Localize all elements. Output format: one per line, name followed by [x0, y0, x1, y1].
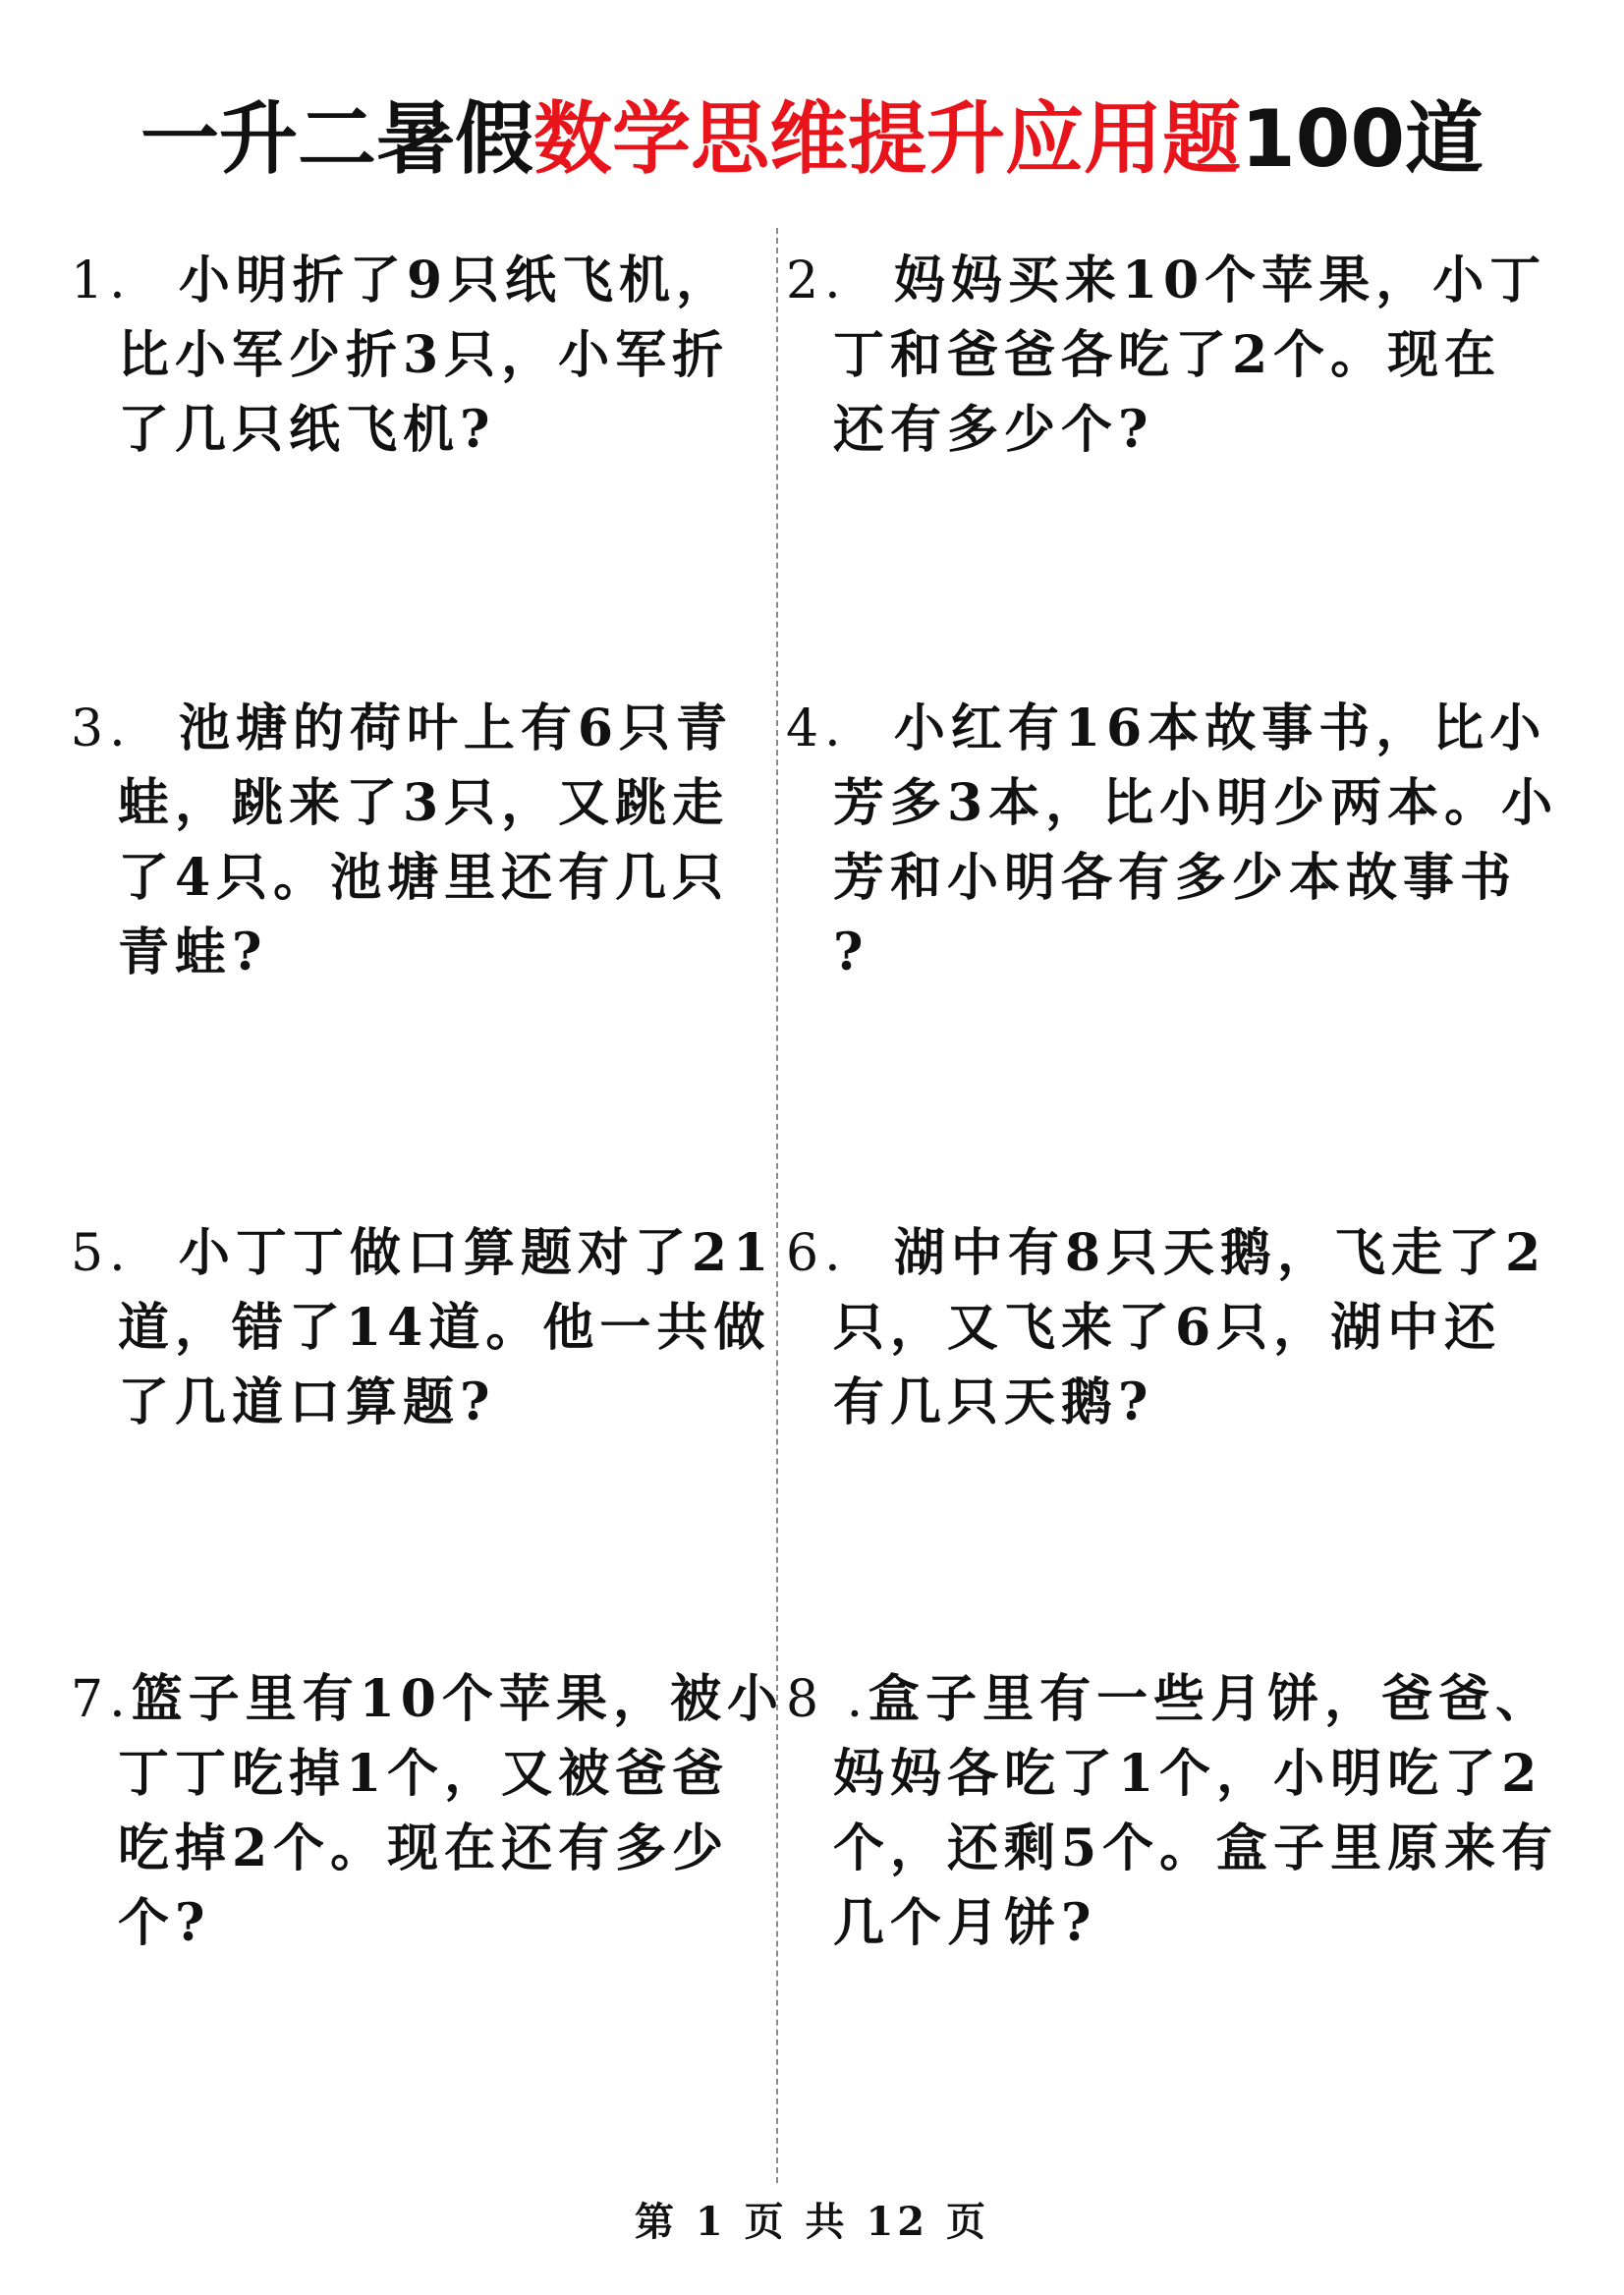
problem-number: 5. [71, 1224, 132, 1283]
problem-text-line: 小红有16本故事书，比小 [893, 699, 1547, 758]
problem-text-line: 道，错了14道。他一共做 [118, 1298, 771, 1358]
problem-text-line: 还有多少个? [833, 400, 1154, 460]
title-part-black-1: 一升二暑假 [140, 93, 533, 185]
problem-text-line: ? [833, 923, 869, 982]
problem-text-line: 盒子里有一些月饼，爸爸、 [868, 1669, 1553, 1729]
problem-number: 3. [71, 700, 132, 758]
problem-text-line: 蛙，跳来了3只，又跳走 [118, 773, 730, 833]
problem-text-line: 妈妈买来10个苹果，小丁 [893, 251, 1547, 310]
problem-3 [71, 692, 733, 990]
problem-text-line: 湖中有8只天鹅，飞走了2 [893, 1223, 1547, 1283]
problem-text-line: 篮子里有10个苹果，被小 [131, 1669, 784, 1729]
problem-text-line: 个，还剩5个。盒子里原来有 [833, 1819, 1559, 1878]
problem-6 [786, 1216, 1546, 1440]
problem-text-line: 池塘的荷叶上有6只青 [178, 699, 734, 758]
problem-1 [71, 244, 733, 468]
problem-text-line: 有几只天鹅? [833, 1372, 1154, 1432]
problem-number: 7. [71, 1670, 132, 1729]
problem-4 [786, 692, 1558, 990]
problem-number: 1. [71, 252, 132, 310]
title-part-black-2: 100道 [1241, 93, 1484, 185]
problem-text-line: 青蛙? [118, 923, 268, 982]
problem-2 [786, 244, 1546, 468]
page-footer: 第 1 页 共 12 页 [634, 2199, 990, 2245]
problem-text-line: 了4只。池塘里还有几只 [118, 848, 730, 908]
page-title [0, 90, 1624, 189]
problem-text-line: 只，又飞来了6只，湖中还 [833, 1298, 1502, 1358]
title-part-red: 数学思维提升应用题 [533, 93, 1241, 185]
problem-text-line: 芳和小明各有多少本故事书 [833, 848, 1518, 908]
problem-number: 8 . [786, 1670, 869, 1729]
problem-5 [71, 1216, 774, 1440]
problem-text-line: 丁和爸爸各吃了2个。现在 [833, 325, 1502, 385]
problem-text-line: 丁丁吃掉1个，又被爸爸 [118, 1744, 730, 1804]
problem-8 [786, 1662, 1558, 1961]
problem-number: 2. [786, 252, 847, 310]
problem-text-line: 吃掉2个。现在还有多少 [118, 1819, 730, 1878]
problem-text-line: 个? [118, 1893, 211, 1953]
problem-text-line: 比小军少折3只，小军折 [118, 325, 730, 385]
problem-text-line: 小丁丁做口算题对了21 [178, 1223, 775, 1283]
problem-number: 4. [786, 700, 847, 758]
problem-text-line: 小明折了9只纸飞机， [178, 251, 734, 310]
problem-text-line: 妈妈各吃了1个，小明吃了2 [833, 1744, 1543, 1804]
problem-number: 6. [786, 1224, 847, 1283]
problem-7 [71, 1662, 784, 1961]
problem-text-line: 几个月饼? [833, 1893, 1097, 1953]
problem-text-line: 了几道口算题? [118, 1372, 496, 1432]
problem-text-line: 芳多3本，比小明少两本。小 [833, 773, 1559, 833]
problem-text-line: 了几只纸飞机? [118, 400, 496, 460]
